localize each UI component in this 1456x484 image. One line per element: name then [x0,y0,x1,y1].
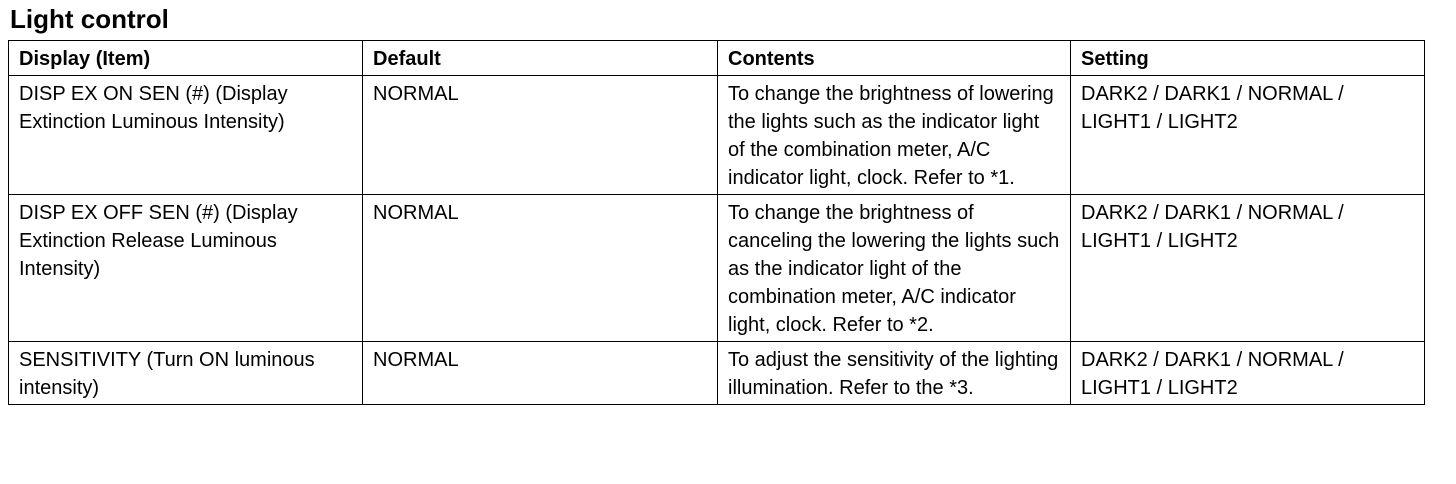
cell-default: NORMAL [363,195,718,342]
cell-default: NORMAL [363,342,718,405]
header-default: Default [363,41,718,76]
table-row [9,342,1425,405]
cell-default: NORMAL [363,76,718,195]
table-row [9,195,1425,342]
cell-item: DISP EX ON SEN (#) (Display Extinction Luminous Intensity) [9,76,363,195]
cell-item: SENSITIVITY (Turn ON luminous intensity) [9,342,363,405]
header-contents: Contents [718,41,1071,76]
cell-contents: To change the brightness of canceling the lowering the lights such as the indicator light of the combination meter, A/C indicator light, clock. Refer to *2. [718,195,1071,342]
cell-setting: DARK2 / DARK1 / NORMAL / LIGHT1 / LIGHT2 [1071,195,1425,342]
header-setting: Setting [1071,41,1425,76]
header-display-item: Display (Item) [9,41,363,76]
cell-setting: DARK2 / DARK1 / NORMAL / LIGHT1 / LIGHT2 [1071,76,1425,195]
light-control-table [8,40,1425,405]
cell-item: DISP EX OFF SEN (#) (Display Extinction Release Luminous Intensity) [9,195,363,342]
page-title: Light control [10,4,169,34]
table-header-row [9,41,1425,76]
cell-setting: DARK2 / DARK1 / NORMAL / LIGHT1 / LIGHT2 [1071,342,1425,405]
cell-contents: To adjust the sensitivity of the lighting illumination. Refer to the *3. [718,342,1071,405]
cell-contents: To change the brightness of lowering the lights such as the indicator light of the combination meter, A/C indicator light, clock. Refer to *1. [718,76,1071,195]
table-row [9,76,1425,195]
